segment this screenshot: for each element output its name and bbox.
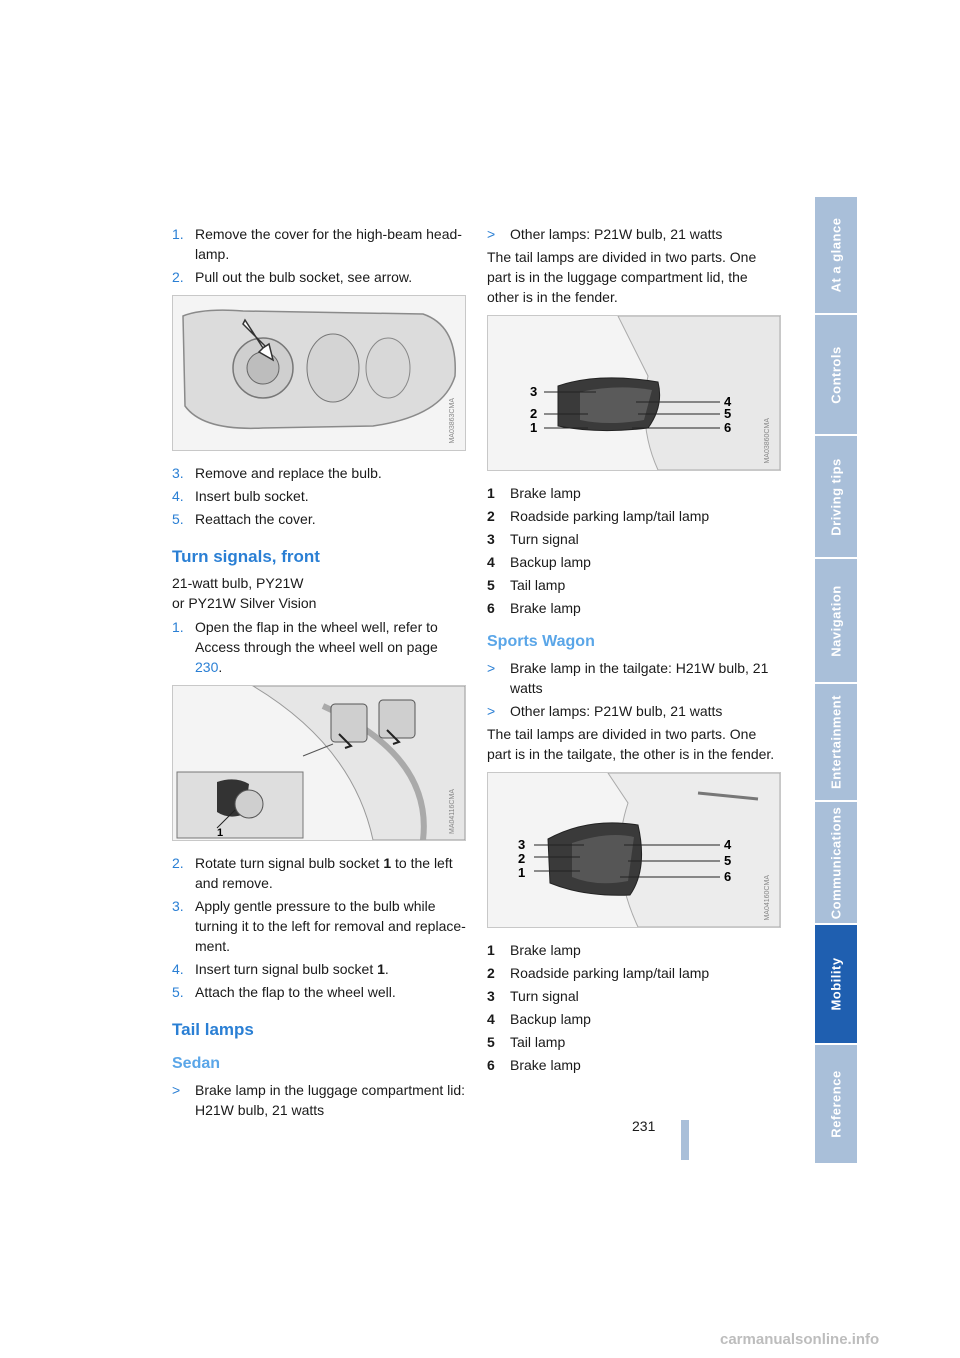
legend-text: Brake lamp	[510, 942, 581, 958]
bullet-text: Brake lamp in the luggage compartment lid: H21W bulb, 21 watts	[195, 1082, 466, 1118]
legend-item	[487, 529, 782, 549]
tail-lamps-heading: Tail lamps	[172, 1020, 254, 1039]
tab-label: Controls	[828, 345, 844, 404]
label-3: 3	[518, 837, 526, 852]
wagon-tail-lamp-figure	[487, 772, 781, 928]
wagon-legend	[487, 940, 782, 1075]
wagon-paragraph: The tail lamps are divided in two parts. One part is in the tailgate, the other is in the fender.	[487, 726, 775, 762]
label-6: 6	[724, 869, 732, 884]
step-text: Insert turn signal bulb socket	[195, 961, 378, 977]
legend-item	[487, 483, 782, 503]
legend-item	[487, 986, 782, 1006]
step-text: Apply gentle pressure to the bulb while turning it to the left for removal and replace-ment.	[195, 898, 466, 954]
label-3: 3	[530, 384, 538, 399]
bullet-mark: >	[172, 1082, 181, 1098]
legend-text: Roadside parking lamp/tail lamp	[510, 965, 710, 981]
label-4: 4	[724, 837, 732, 852]
step-text: Attach the flap to the wheel well.	[195, 984, 396, 1000]
label-1: 1	[530, 420, 538, 435]
step-number: 3.	[172, 465, 184, 481]
tab-controls[interactable]	[815, 315, 857, 436]
legend-text: Tail lamp	[510, 577, 566, 593]
legend-text: Brake lamp	[510, 600, 581, 616]
tab-label: Driving tips	[828, 457, 844, 536]
step-ref: 1	[377, 961, 385, 977]
turn-step-2	[172, 853, 466, 893]
tab-navigation[interactable]	[815, 559, 857, 684]
step-number: 4.	[172, 488, 184, 504]
wagon-bullet-1	[487, 658, 782, 698]
step-end: .	[218, 659, 223, 675]
tab-label: Mobility	[828, 957, 844, 1011]
tab-entertainment[interactable]	[815, 684, 857, 802]
sedan-tail-lamp-illustration	[488, 316, 780, 470]
headlamp-illustration	[173, 296, 465, 450]
step-3	[172, 463, 466, 483]
step-5	[172, 509, 466, 529]
turn-bulb-line1: 21-watt bulb, PY21W	[172, 575, 304, 591]
legend-item	[487, 940, 782, 960]
label-1: 1	[518, 865, 526, 880]
label-6: 6	[724, 420, 732, 435]
legend-number: 5	[487, 577, 495, 593]
bullet-text: Brake lamp in the tailgate: H21W bulb, 21 watts	[510, 660, 769, 696]
bullet-mark: >	[487, 660, 496, 676]
step-text-end: .	[384, 961, 389, 977]
step-text: Open the flap in the wheel well, refer to Access through the wheel well on page	[195, 619, 438, 655]
section-tabs	[815, 197, 857, 1165]
turn-bulb-line2: or PY21W Silver Vision	[172, 595, 317, 611]
legend-number: 3	[487, 531, 495, 547]
turn-signals-heading: Turn signals, front	[172, 547, 320, 566]
step-text-end: to the left and remove.	[195, 855, 453, 891]
step-2	[172, 267, 466, 287]
step-4	[172, 486, 466, 506]
step-text: Insert bulb socket.	[195, 488, 309, 504]
step-text: Remove the cover for the high-beam head-lamp.	[195, 226, 462, 262]
legend-text: Turn signal	[510, 988, 579, 1004]
legend-number: 3	[487, 988, 495, 1004]
label-2: 2	[530, 406, 538, 421]
label-2: 2	[518, 851, 526, 866]
legend-item	[487, 1009, 782, 1029]
step-number: 2.	[172, 269, 184, 285]
step-1	[172, 224, 466, 264]
legend-number: 5	[487, 1034, 495, 1050]
legend-item	[487, 552, 782, 572]
legend-number: 2	[487, 965, 495, 981]
legend-item	[487, 575, 782, 595]
label-5: 5	[724, 853, 732, 868]
sedan-heading: Sedan	[172, 1055, 221, 1072]
legend-item	[487, 598, 782, 618]
sedan-legend	[487, 483, 782, 618]
tab-label: Navigation	[828, 584, 844, 657]
legend-text: Turn signal	[510, 531, 579, 547]
tab-mobility[interactable]	[815, 925, 857, 1045]
legend-item	[487, 1032, 782, 1052]
sports-wagon-heading: Sports Wagon	[487, 633, 595, 650]
step-number: 3.	[172, 898, 184, 914]
step-number: 1.	[172, 226, 184, 242]
step-text: Remove and replace the bulb.	[195, 465, 382, 481]
sedan-bullet-2	[487, 224, 782, 244]
figure-label: 1	[217, 827, 224, 839]
step-number: 2.	[172, 855, 184, 871]
step-text: Pull out the bulb socket, see arrow.	[195, 269, 413, 285]
tab-label: At a glance	[828, 217, 844, 293]
step-number: 5.	[172, 511, 184, 527]
sedan-tail-lamp-figure	[487, 315, 781, 471]
step-text: Reattach the cover.	[195, 511, 316, 527]
step-ref: 1	[383, 855, 392, 871]
figure-code: MA04160CMA	[764, 875, 771, 921]
wagon-bullet-2	[487, 701, 782, 721]
legend-number: 4	[487, 554, 495, 570]
step-number: 5.	[172, 984, 184, 1000]
page-bar	[681, 1120, 689, 1160]
label-4: 4	[724, 394, 732, 409]
tab-label: Communications	[828, 806, 844, 919]
turn-step-4	[172, 959, 466, 979]
wheel-well-figure	[172, 685, 466, 841]
tab-communications[interactable]	[815, 802, 857, 925]
step-number: 4.	[172, 961, 184, 977]
headlamp-figure	[172, 295, 466, 451]
turn-step-1	[172, 617, 466, 677]
figure-code: MA03863CMA	[449, 398, 456, 444]
bullet-text: Other lamps: P21W bulb, 21 watts	[510, 226, 723, 242]
step-number: 1.	[172, 619, 184, 635]
legend-number: 4	[487, 1011, 495, 1027]
legend-number: 6	[487, 600, 495, 616]
legend-text: Tail lamp	[510, 1034, 566, 1050]
page-link[interactable]: 230	[195, 659, 219, 675]
legend-text: Backup lamp	[510, 554, 591, 570]
tab-at-a-glance[interactable]	[815, 197, 857, 315]
legend-text: Brake lamp	[510, 485, 581, 501]
step-text: Rotate turn signal bulb socket	[195, 855, 384, 871]
label-5: 5	[724, 406, 732, 421]
legend-text: Backup lamp	[510, 1011, 591, 1027]
legend-number: 1	[487, 485, 495, 501]
legend-item	[487, 963, 782, 983]
bullet-mark: >	[487, 226, 496, 242]
legend-number: 1	[487, 942, 495, 958]
wagon-tail-lamp-illustration	[488, 773, 780, 927]
legend-item	[487, 1055, 782, 1075]
figure-code: MA03860CMA	[764, 418, 771, 464]
wheel-well-illustration	[173, 686, 465, 840]
figure-code: MA04116CMA	[449, 788, 456, 834]
tab-driving-tips[interactable]	[815, 436, 857, 559]
tab-label: Entertainment	[828, 695, 844, 789]
sedan-paragraph: The tail lamps are divided in two parts. One part is in the luggage compartment lid, the other is in the fender.	[487, 249, 757, 305]
legend-number: 6	[487, 1057, 495, 1073]
sedan-bullet-1	[172, 1080, 466, 1120]
bullet-text: Other lamps: P21W bulb, 21 watts	[510, 703, 723, 719]
turn-step-5	[172, 982, 466, 1002]
tab-label: Reference	[828, 1070, 844, 1138]
legend-text: Roadside parking lamp/tail lamp	[510, 508, 710, 524]
bullet-mark: >	[487, 703, 496, 719]
page-number: 231	[632, 1118, 656, 1134]
legend-text: Brake lamp	[510, 1057, 581, 1073]
right-column	[487, 224, 782, 1078]
tab-reference[interactable]	[815, 1045, 857, 1165]
left-column	[172, 224, 466, 1123]
legend-item	[487, 506, 782, 526]
legend-number: 2	[487, 508, 495, 524]
watermark: carmanualsonline.info	[720, 1331, 880, 1348]
turn-step-3	[172, 896, 466, 956]
